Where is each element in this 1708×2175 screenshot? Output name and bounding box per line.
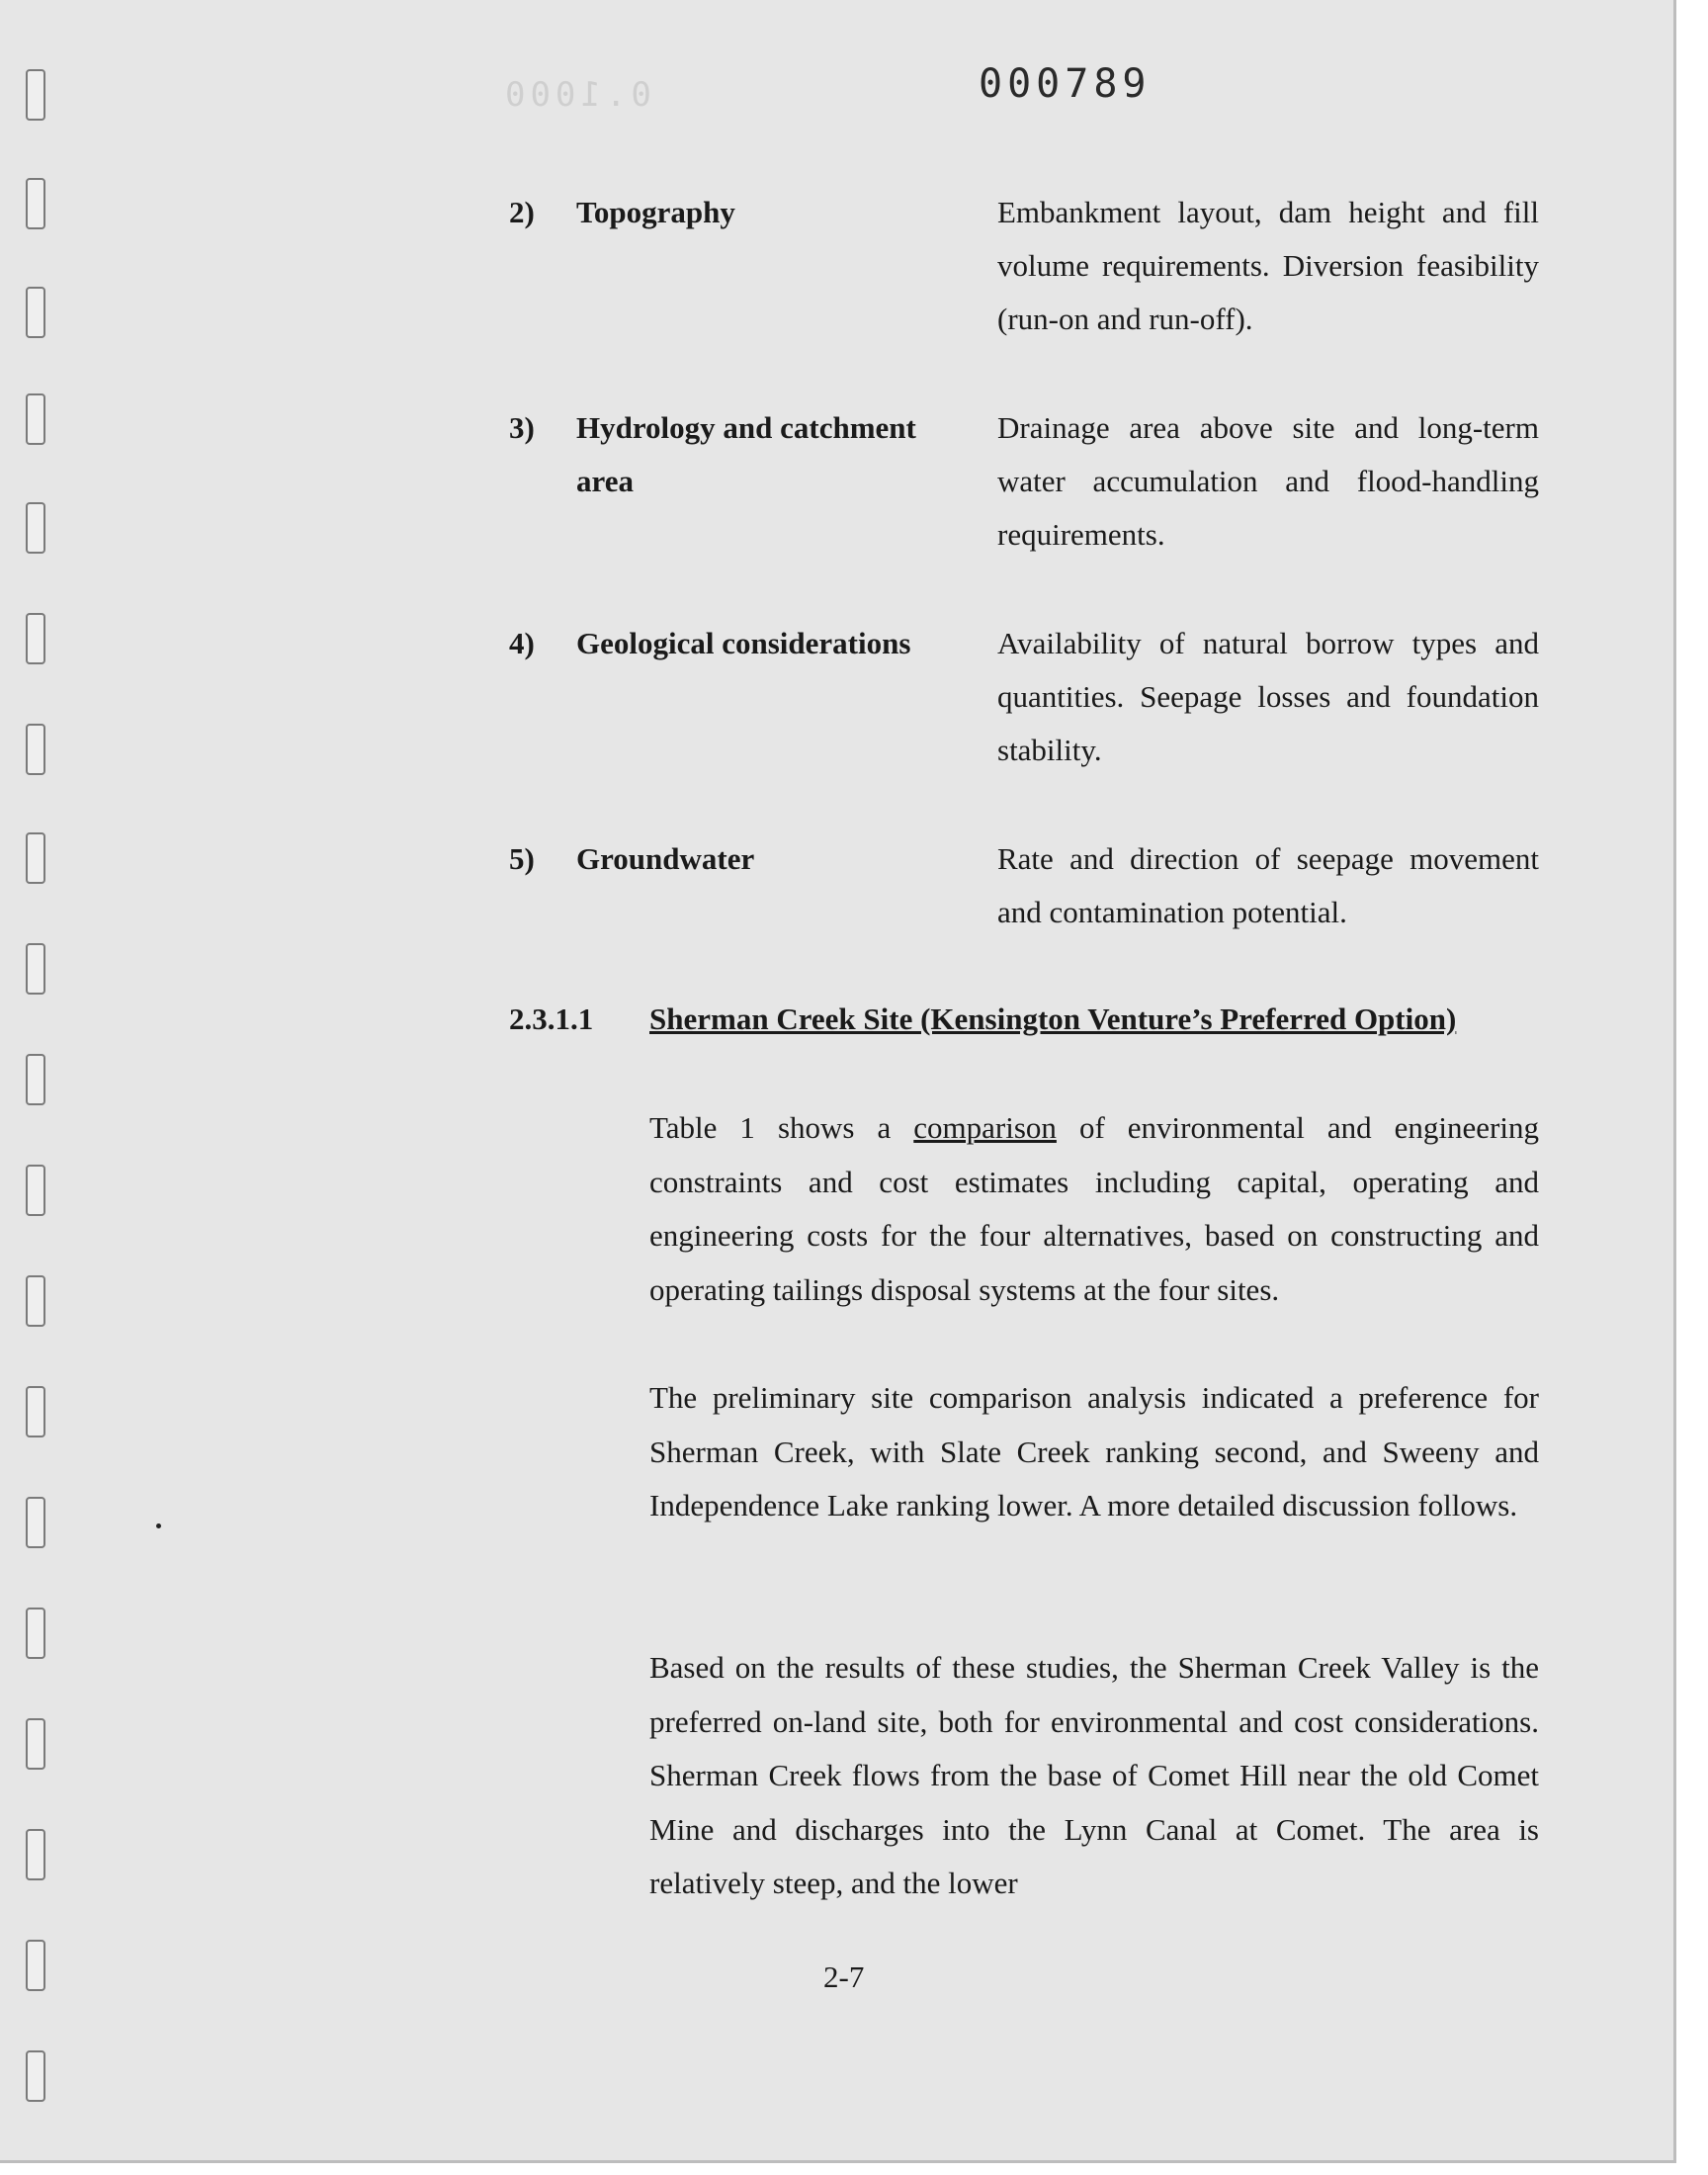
paragraph-text: Table 1 shows a — [649, 1110, 914, 1145]
binder-hole — [26, 1608, 45, 1659]
binder-hole — [26, 613, 45, 664]
section-number: 2.3.1.1 — [509, 1001, 594, 1036]
criterion-description: Availability of natural borrow types and quantities. Seepage losses and foundation stability. — [997, 626, 1539, 767]
binder-hole — [26, 1497, 45, 1548]
criterion-description: Drainage area above site and long-term water accumulation and flood-handling requirements. — [997, 410, 1539, 552]
criterion-description: Rate and direction of seepage movement and contamination potential. — [997, 841, 1539, 929]
binder-hole — [26, 724, 45, 775]
criterion-label: Geological considerations — [576, 626, 911, 660]
binder-hole — [26, 1054, 45, 1105]
criterion-number: 4) — [509, 626, 535, 660]
binder-hole — [26, 1386, 45, 1437]
paragraph-text: of environmental and engineering constraints and cost estimates including capital, operating and engineering costs for the four alternatives, based on constructing and operating tailings disposal systems at the four sites. — [649, 1110, 1539, 1307]
paragraph-table-comparison — [649, 1101, 1539, 1317]
criterion-number: 3) — [509, 410, 535, 445]
binder-hole — [26, 502, 45, 554]
binder-hole — [26, 1829, 45, 1880]
scan-speck — [156, 1523, 161, 1528]
criterion-label: Hydrology and catchment area — [576, 410, 916, 498]
comparison-underlined-word: comparison — [913, 1110, 1057, 1145]
binder-holes — [26, 0, 65, 2163]
binder-hole — [26, 2050, 45, 2102]
paragraph-site-preference: The preliminary site comparison analysis indicated a preference for Sherman Creek, with Slate Creek ranking second, and Sweeny and Independence Lake ranking lower. A more detailed discussion follows. — [649, 1380, 1539, 1522]
page-number: 2-7 — [823, 1959, 865, 1994]
binder-hole — [26, 287, 45, 338]
binder-hole — [26, 832, 45, 884]
document-number: 000789 — [979, 61, 1152, 107]
binder-hole — [26, 393, 45, 445]
binder-hole — [26, 1275, 45, 1327]
binder-hole — [26, 1718, 45, 1770]
faint-bleed-through-stamp: 0.1000 — [500, 75, 651, 115]
binder-hole — [26, 1940, 45, 1991]
binder-hole — [26, 69, 45, 121]
criterion-number: 5) — [509, 841, 535, 876]
binder-hole — [26, 1165, 45, 1216]
binder-hole — [26, 943, 45, 995]
criterion-label: Groundwater — [576, 841, 755, 876]
paragraph-sherman-creek-valley: Based on the results of these studies, the Sherman Creek Valley is the preferred on-land site, both for environmental and cost considerations. Sherman Creek flows from the base of Comet Hill near the old Comet Mine and discharges into the Lynn Canal at Comet. The area is relatively steep, and the lower — [649, 1650, 1539, 1900]
criterion-description: Embankment layout, dam height and fill volume requirements. Diversion feasibility (run-on and run-off). — [997, 195, 1539, 336]
criterion-label: Topography — [576, 195, 735, 229]
section-title: Sherman Creek Site (Kensington Venture’s Preferred Option) — [649, 1001, 1457, 1036]
criterion-number: 2) — [509, 195, 535, 229]
binder-hole — [26, 178, 45, 229]
